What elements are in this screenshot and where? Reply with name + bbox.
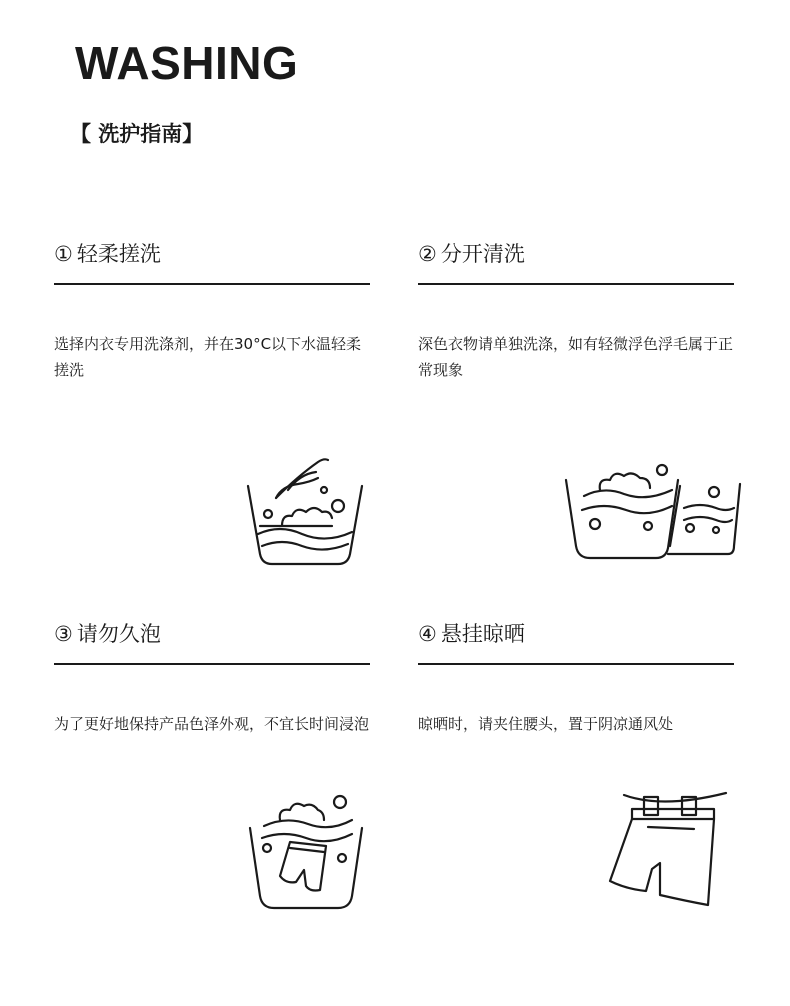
- section-hand-wash: [54, 242, 370, 379]
- section-divider: [54, 663, 370, 665]
- section-description: 选择内衣专用洗涤剂，并在30°C以下水温轻柔搓洗: [54, 335, 362, 379]
- page-title: WASHING: [75, 37, 299, 89]
- section-separate-wash: [418, 242, 734, 379]
- section-number: ①: [54, 242, 73, 266]
- separate-wash-basins-icon: [560, 458, 745, 568]
- section-number: ④: [418, 622, 437, 646]
- section-divider: [418, 283, 734, 285]
- section-hang-dry: [418, 622, 734, 733]
- section-title: 分开清洗: [440, 242, 525, 266]
- hanging-shorts-icon: [602, 785, 732, 913]
- section-title: 悬挂晾晒: [440, 622, 525, 646]
- soaking-shorts-basin-icon: [242, 792, 370, 912]
- section-description: 深色衣物请单独洗涤，如有轻微浮色浮毛属于正常现象: [418, 335, 734, 379]
- section-title: 请勿久泡: [76, 622, 161, 646]
- hand-wash-basin-icon: [240, 450, 370, 570]
- section-description: 晾晒时，请夹住腰头，置于阴凉通风处: [418, 715, 674, 733]
- section-heading: [54, 622, 370, 654]
- section-description: 为了更好地保持产品色泽外观，不宜长时间浸泡: [54, 715, 370, 733]
- section-no-soak: [54, 622, 370, 733]
- section-heading: [418, 622, 734, 654]
- section-heading: [418, 242, 734, 274]
- section-number: ②: [418, 242, 437, 266]
- section-divider: [418, 663, 734, 665]
- section-title: 轻柔搓洗: [76, 242, 161, 266]
- section-heading: [54, 242, 370, 274]
- section-number: ③: [54, 622, 73, 646]
- section-divider: [54, 283, 370, 285]
- page-subtitle: 【 洗护指南】: [70, 122, 204, 146]
